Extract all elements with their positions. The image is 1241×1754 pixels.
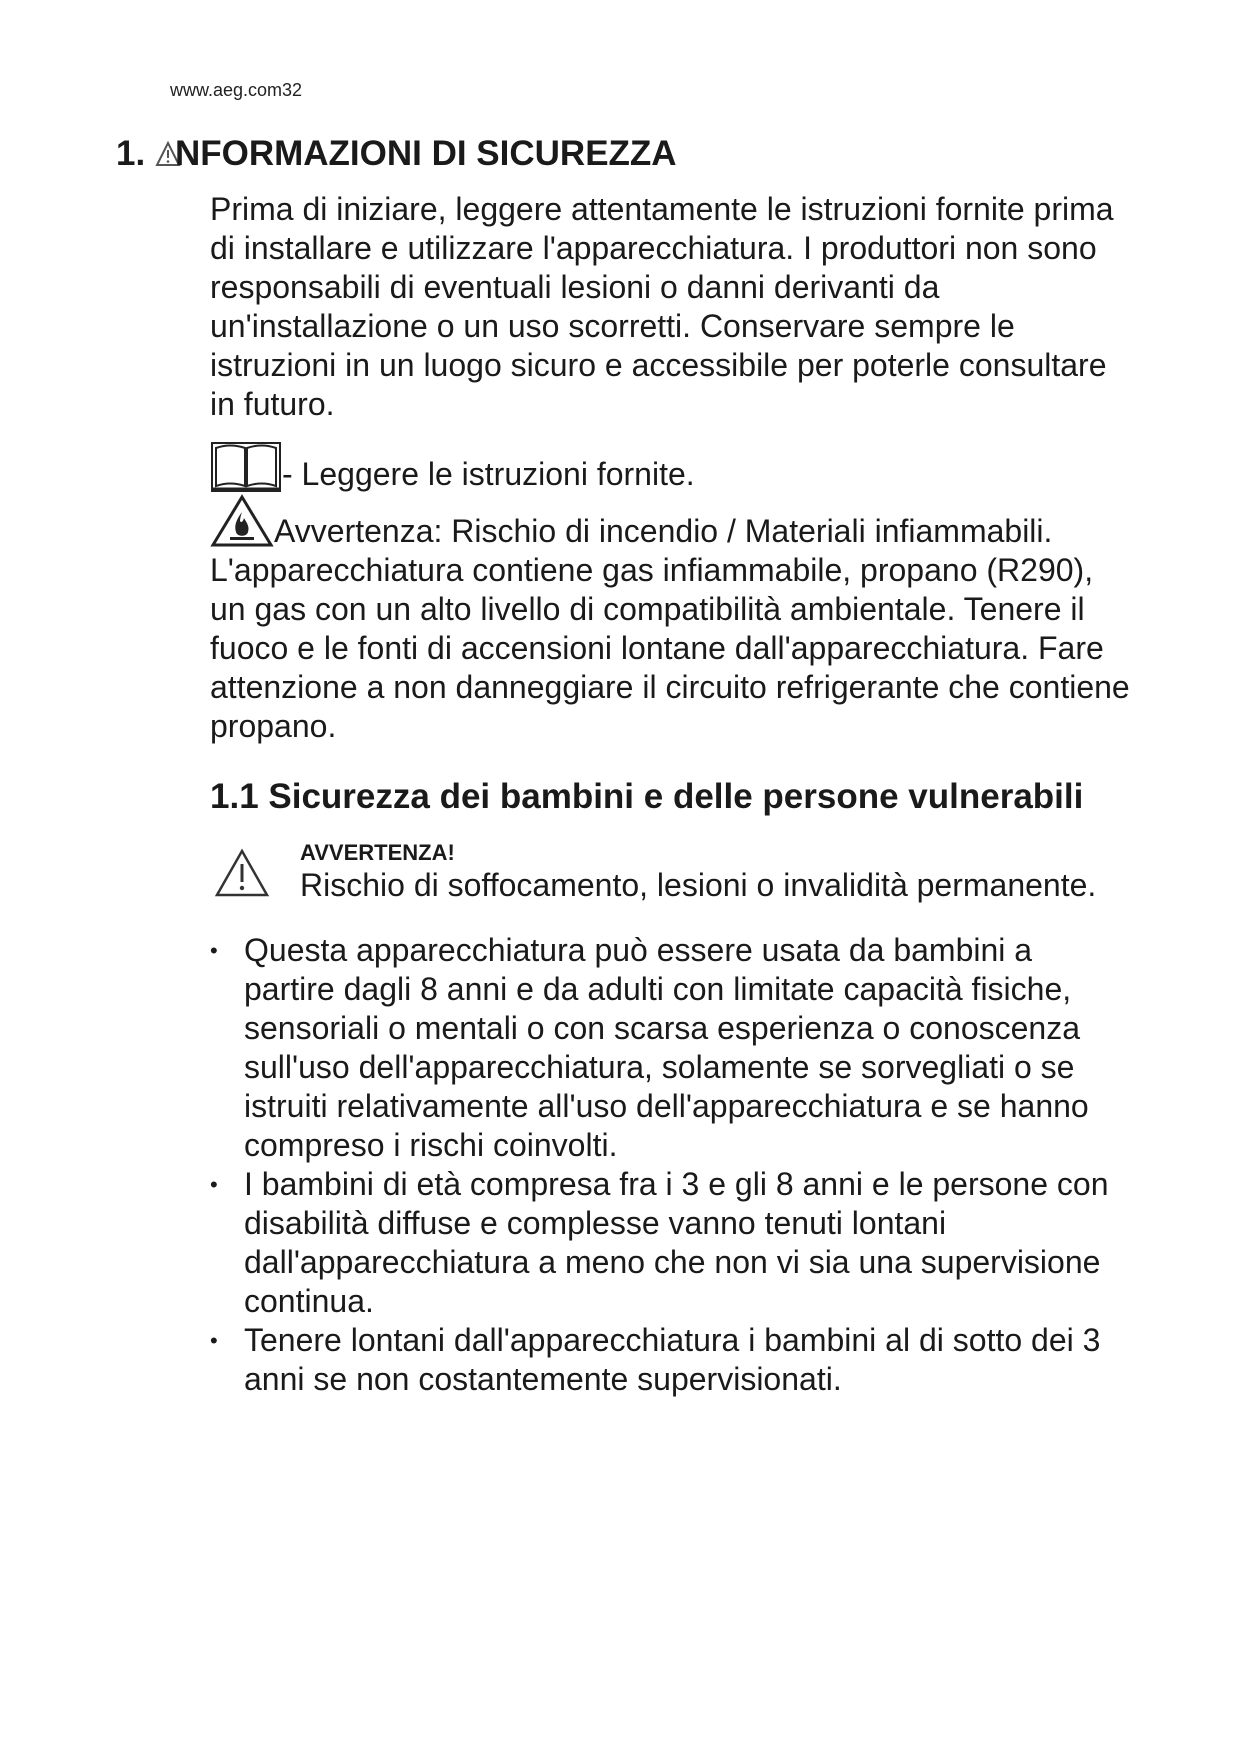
bullet-dot: • [210, 1172, 218, 1197]
section-number: 1. [116, 134, 146, 173]
warning-triangle-icon [214, 848, 270, 898]
list-item [210, 931, 1130, 1165]
list-item-text: Tenere lontani dall'apparecchiatura i bambini al di sotto dei 3 anni se non costantemente supervisionati. [244, 1322, 1101, 1397]
list-item [210, 1321, 1130, 1399]
bullet-dot: • [210, 938, 218, 963]
warning-title: AVVERTENZA! [300, 840, 455, 865]
page-content [210, 190, 1130, 1399]
list-item [210, 1165, 1130, 1321]
read-instructions-line [210, 440, 1130, 494]
fire-warning-lead [210, 494, 1130, 551]
list-item-text: I bambini di età compresa fra i 3 e gli 8 anni e le persone con disabilità diffuse e complesse vanno tenuti lontani dall'apparecchiatura a meno che non vi sia una supervisione continua. [244, 1166, 1109, 1319]
header-url: www.aeg.com32 [170, 80, 303, 100]
warning-text: Rischio di soffocamento, lesioni o invalidità permanente. [300, 867, 1097, 903]
fire-warning-lead-text: Avvertenza: Rischio di incendio / Materiali infiammabili. [274, 513, 1053, 549]
flammable-warning-icon [210, 494, 274, 548]
section-title-text: NFORMAZIONI DI SICUREZZA [174, 134, 677, 173]
book-icon [210, 440, 282, 494]
warning-content [300, 840, 1096, 907]
safety-bullet-list [210, 931, 1130, 1399]
warning-icon-wrap [210, 840, 300, 907]
intro-paragraph: Prima di iniziare, leggere attentamente le istruzioni fornite prima di installare e utilizzare l'apparecchiatura. I produttori non sono responsabili di eventuali lesioni o danni derivanti da un'installazione o un uso scorretti. Conservare sempre le istruzioni in un luogo sicuro e accessibile per poterle consultare in futuro. [210, 191, 1114, 422]
list-item-text: Questa apparecchiatura può essere usata da bambini a partire dagli 8 anni e da adulti con limitate capacità fisiche, sensoriali o mentali o con scarsa esperienza o conoscenza sull'uso dell'apparecchiatura, solamente se sorvegliati o se istruiti relativamente all'uso dell'apparecchiatura e se hanno compreso i rischi coinvolti. [244, 932, 1089, 1163]
warning-box [210, 840, 1130, 907]
read-instructions-text: - Leggere le istruzioni fornite. [282, 456, 695, 492]
bullet-dot: • [210, 1328, 218, 1353]
section-title [116, 132, 677, 176]
fire-warning-body: L'apparecchiatura contiene gas infiammabile, propano (R290), un gas con un alto livello di compatibilità ambientale. Tenere il fuoco e le fonti di accensioni lontane dall'apparecchiatura. Fare attenzione a non danneggiare il circuito refrigerante che contiene propano. [210, 552, 1130, 744]
subsection-title: 1.1 Sicurezza dei bambini e delle persone vulnerabili [210, 777, 1084, 816]
